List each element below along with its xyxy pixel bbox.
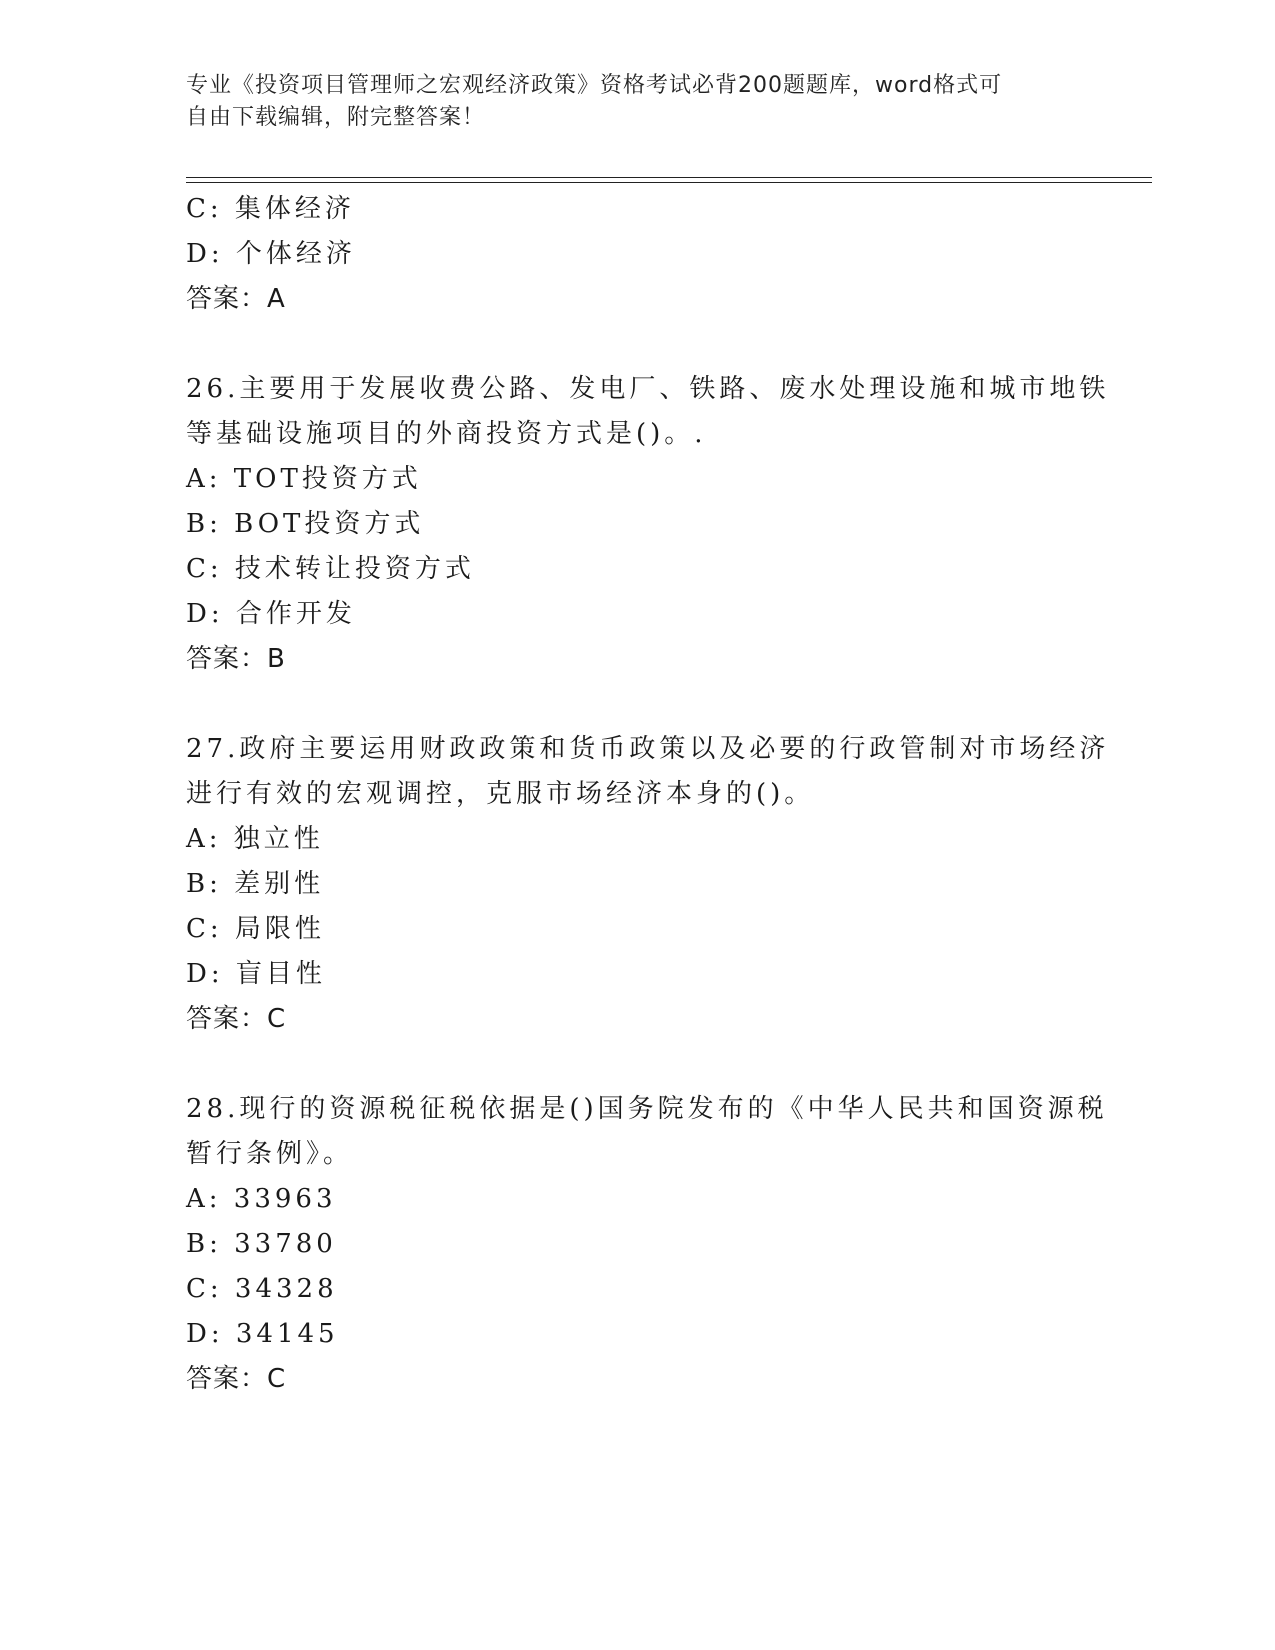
question-stem-line-2: 等基础设施项目的外商投资方式是()。. — [186, 419, 707, 449]
option-a: A: TOT投资方式 — [186, 464, 422, 494]
option-c: C: 集体经济 — [186, 194, 355, 224]
answer-line: 答案：C — [186, 1364, 287, 1394]
question-25-tail — [186, 187, 1086, 322]
option-b: B: 差别性 — [186, 869, 325, 899]
option-c: C: 34328 — [186, 1274, 338, 1304]
question-26 — [186, 367, 1110, 682]
question-list — [186, 187, 1110, 1402]
question-28 — [186, 1087, 1108, 1402]
option-b: B: BOT投资方式 — [186, 509, 425, 539]
spacer — [186, 1042, 1086, 1087]
header-title-line-1: 专业《投资项目管理师之宏观经济政策》资格考试必背200题题库，word格式可 — [186, 73, 1003, 98]
answer-line: 答案：B — [186, 644, 286, 674]
option-d: D: 个体经济 — [186, 239, 356, 269]
spacer — [186, 322, 1086, 367]
question-stem-line-2: 暂行条例》。 — [186, 1139, 354, 1169]
option-a: A: 独立性 — [186, 824, 324, 854]
header-title-line-2: 自由下载编辑，附完整答案！ — [186, 105, 486, 130]
answer-line: 答案：C — [186, 1004, 287, 1034]
option-d: D: 盲目性 — [186, 959, 326, 989]
question-stem-line-1: 28.现行的资源税征税依据是()国务院发布的《中华人民共和国资源税 — [186, 1094, 1108, 1124]
option-d: D: 合作开发 — [186, 599, 356, 629]
option-d: D: 34145 — [186, 1319, 339, 1349]
option-b: B: 33780 — [186, 1229, 337, 1259]
question-stem-line-1: 27.政府主要运用财政政策和货币政策以及必要的行政管制对市场经济 — [186, 734, 1110, 764]
question-stem-line-1: 26.主要用于发展收费公路、发电厂、铁路、废水处理设施和城市地铁 — [186, 374, 1110, 404]
option-c: C: 技术转让投资方式 — [186, 554, 475, 584]
header-divider-top — [186, 177, 1152, 178]
spacer — [186, 682, 1086, 727]
option-c: C: 局限性 — [186, 914, 325, 944]
option-a: A: 33963 — [186, 1184, 337, 1214]
header-divider-bottom — [186, 182, 1152, 183]
question-stem-line-2: 进行有效的宏观调控，克服市场经济本身的()。 — [186, 779, 815, 809]
answer-line: 答案：A — [186, 284, 286, 314]
page-header — [186, 70, 1066, 134]
question-27 — [186, 727, 1110, 1042]
